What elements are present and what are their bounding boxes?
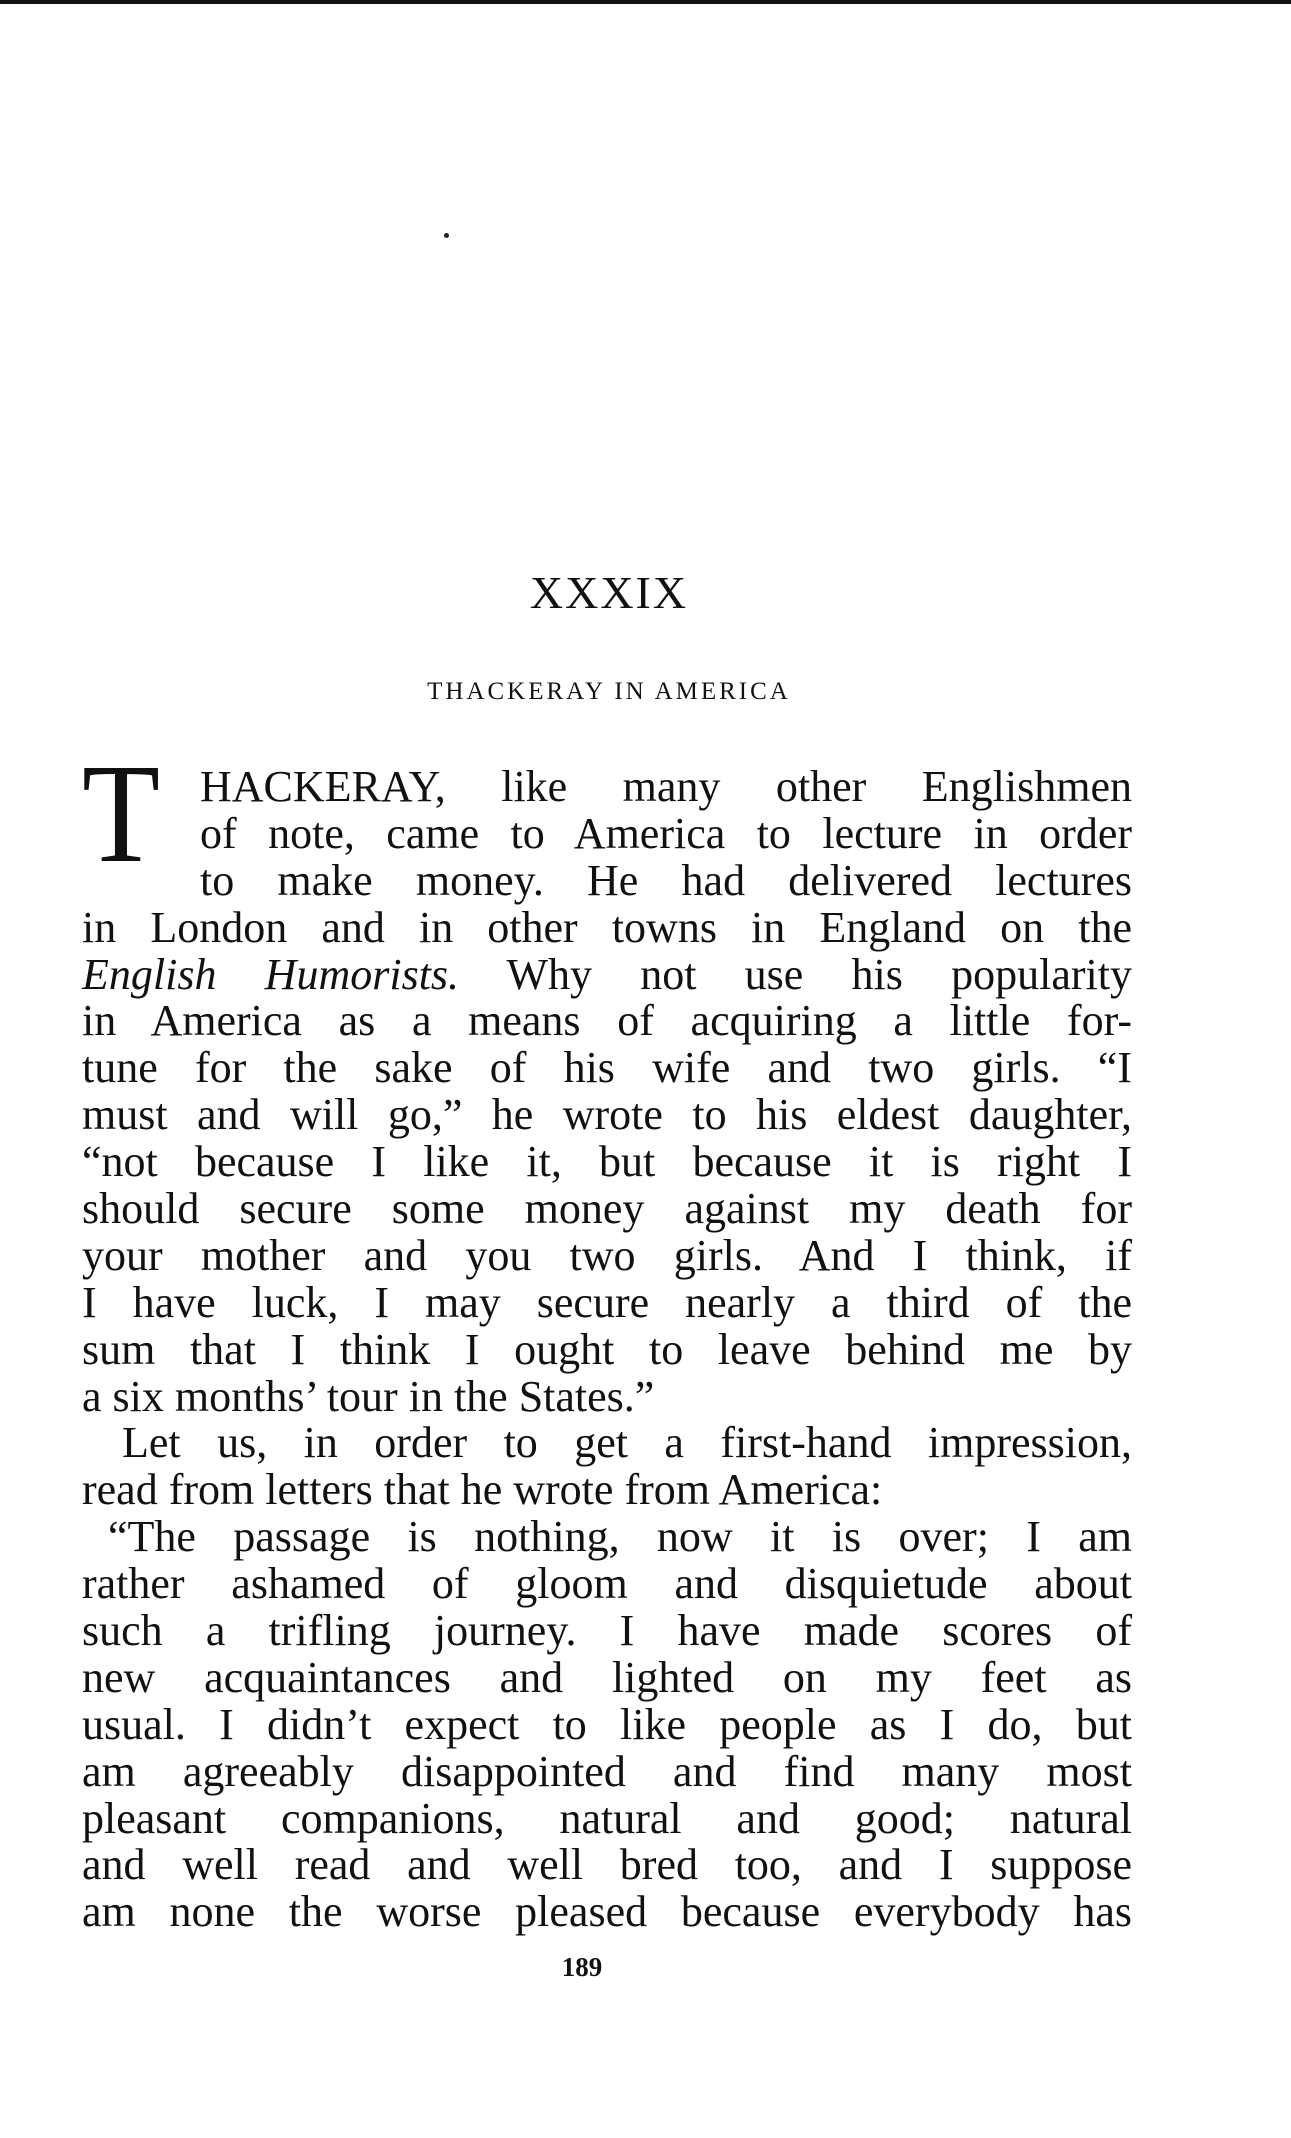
text-line: new acquaintances and lighted on my feet as <box>82 1652 1132 1702</box>
text-line: HACKERAY, like many other Englishmen <box>200 762 1132 811</box>
text-line: must and will go,” he wrote to his eldest daughter, <box>82 1090 1132 1140</box>
text-line: should secure some money against my death for <box>82 1184 1132 1234</box>
body-text <box>82 764 1132 1936</box>
text-line: your mother and you two girls. And I think, if <box>82 1230 1132 1280</box>
ink-speck <box>444 233 449 238</box>
text-line: a six months’ tour in the States.” <box>82 1371 655 1421</box>
text-line: usual. I didn’t expect to like people as I do, but <box>82 1699 1132 1749</box>
text-line: am none the worse pleased because everybody has <box>82 1887 1132 1937</box>
text-line: in London and in other towns in England on the <box>82 902 1132 952</box>
text-line: read from letters that he wrote from America: <box>82 1465 883 1515</box>
text-line: Let us, in order to get a first-hand impression, <box>122 1418 1132 1468</box>
text-line: and well read and well bred too, and I suppose <box>82 1840 1132 1890</box>
text-line: sum that I think I ought to leave behind me by <box>82 1324 1132 1374</box>
text-line: I have luck, I may secure nearly a third of the <box>82 1277 1132 1327</box>
text-line-rest: Why not use his popularity <box>459 949 1132 999</box>
text-line: tune for the sake of his wife and two girls. “I <box>82 1043 1132 1093</box>
drop-cap: T <box>82 734 161 892</box>
text-line: pleasant companions, natural and good; natural <box>82 1793 1132 1843</box>
text-line: such a trifling journey. I have made scores of <box>82 1606 1132 1656</box>
chapter-number: XXXIX <box>529 567 689 618</box>
page-top-border <box>0 0 1291 4</box>
text-line: of note, came to America to lecture in order <box>200 808 1132 858</box>
text-line: “not because I like it, but because it is right I <box>82 1137 1132 1187</box>
text-line: “The passage is nothing, now it is over; I am <box>108 1512 1132 1562</box>
text-line: rather ashamed of gloom and disquietude about <box>82 1559 1132 1609</box>
text-line: am agreeably disappointed and find many most <box>82 1746 1132 1796</box>
text-line <box>82 949 1132 999</box>
page-number: 189 <box>561 1952 603 1982</box>
chapter-title: THACKERAY IN AMERICA <box>427 678 791 705</box>
text-line: in America as a means of acquiring a little for- <box>82 996 1132 1046</box>
book-title: English Humorists. <box>82 949 460 999</box>
text-line: to make money. He had delivered lectures <box>200 855 1132 905</box>
